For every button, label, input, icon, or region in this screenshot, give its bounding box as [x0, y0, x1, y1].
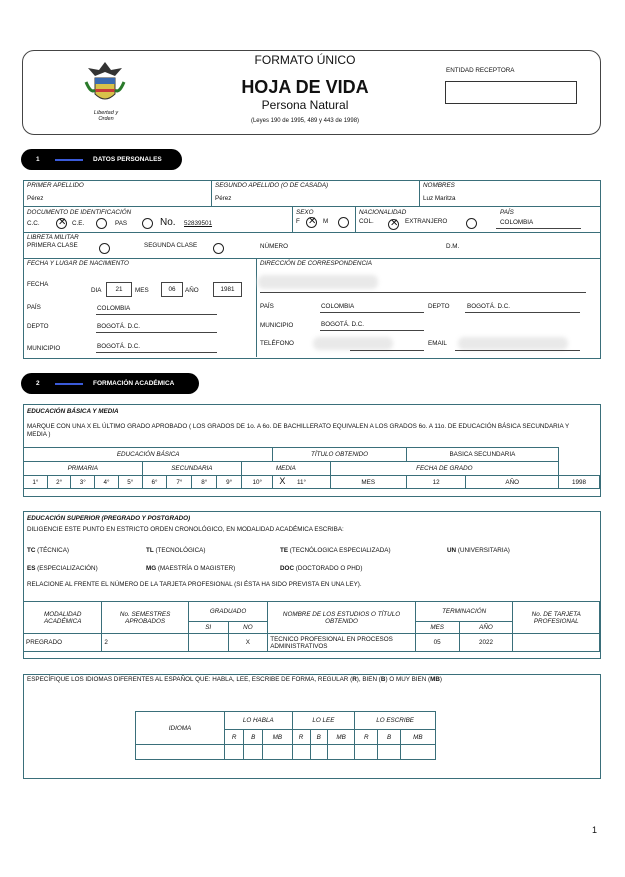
form-pre-title: FORMATO ÚNICO	[254, 53, 356, 67]
sexo-f-radio-checked[interactable]	[306, 217, 317, 228]
pais-nac-value[interactable]: COLOMBIA	[500, 219, 534, 226]
depto-n-value[interactable]: BOGOTÁ. D.C.	[97, 323, 141, 330]
fecha-mes-value[interactable]: 12	[406, 476, 466, 489]
idioma-cell[interactable]	[136, 745, 225, 760]
titulo-value[interactable]: BASICA SECUNDARIA	[406, 448, 558, 462]
telefono-label: TELÉFONO	[260, 340, 294, 347]
idioma-header: IDIOMA	[136, 712, 225, 745]
mes-header: MES	[415, 622, 459, 634]
primera-clase-label: PRIMERA CLASE	[27, 242, 78, 249]
depto-c-label: DEPTO	[428, 303, 450, 310]
level-cell[interactable]	[327, 745, 354, 760]
level-header: B	[244, 730, 263, 745]
graduado-header: GRADUADO	[188, 602, 267, 622]
grade-cell-marked[interactable]: 11° X	[273, 476, 330, 489]
ce-label: C.E.	[72, 220, 85, 227]
idiomas-instructions: ESPECÍFIQUE LOS IDIOMAS DIFERENTES AL ESPAÑOL QUE: HABLA, LEE, ESCRIBE DE FORMA, REGULAR (R), BIEN (B) O MUY BIEN (MB)	[27, 676, 443, 683]
segunda-clase-radio[interactable]	[213, 243, 224, 254]
titulo-header: TÍTULO OBTENIDO	[273, 448, 406, 462]
fecha-anio-value[interactable]: 1998	[559, 476, 600, 489]
grade-cell[interactable]: 3°	[71, 476, 95, 489]
segundo-apellido-value[interactable]: Pérez	[215, 195, 232, 202]
section-1-connector	[55, 159, 83, 161]
basica-instructions: MARQUE CON UNA X EL ÚLTIMO GRADO APROBADO ( LOS GRADOS DE 1o. A 6o. DE BACHILLERATO EQUIVALEN A LOS GRADOS 6o. A 11o. DE EDUCACIÓN BÁSICA SECUNDARIA Y MEDIA )	[27, 423, 570, 438]
no-header: NO	[228, 622, 268, 634]
entity-label: ENTIDAD RECEPTORA	[446, 67, 515, 74]
superior-instructions-2: RELACIONE AL FRENTE EL NÚMERO DE LA TARJETA PROFESIONAL (SI ÉSTA HA SIDO PREVISTA EN UNA LEY).	[27, 581, 362, 588]
level-header: MB	[327, 730, 354, 745]
anio-header: AÑO	[459, 622, 513, 634]
grade-cell[interactable]: 2°	[47, 476, 71, 489]
nombre-estudios-header: NOMBRE DE LOS ESTUDIOS O TÍTULO OBTENIDO	[268, 602, 416, 634]
habla-header: LO HABLA	[225, 712, 293, 730]
semestres-header: No. SEMESTRES APROBADOS	[102, 602, 189, 634]
row-semestres[interactable]: 2	[102, 634, 189, 652]
form-laws: (Leyes 190 de 1995, 489 y 443 de 1998)	[250, 118, 360, 124]
legend-un: UN (UNIVERSITARIA)	[447, 547, 510, 554]
section-2-number: 2	[36, 380, 40, 387]
sexo-f-label: F	[296, 218, 300, 225]
col-label: COL.	[359, 218, 374, 225]
superior-table	[23, 601, 600, 652]
fecha-grado-header: FECHA DE GRADO	[330, 462, 558, 476]
anio-value[interactable]: 1981	[213, 282, 242, 297]
mun-n-label: MUNICIPIO	[27, 345, 61, 352]
level-cell[interactable]	[355, 745, 378, 760]
row-anio[interactable]: 2022	[459, 634, 513, 652]
email-redacted	[458, 337, 568, 350]
ce-radio[interactable]	[96, 218, 107, 229]
pais-n-value[interactable]: COLOMBIA	[97, 305, 131, 312]
form-subtitle: Persona Natural	[261, 98, 349, 112]
mes-label: MES	[135, 287, 149, 294]
doc-no-label: No.	[160, 217, 176, 228]
grade-cell[interactable]: 4°	[95, 476, 119, 489]
grade-cell[interactable]: 10°	[242, 476, 273, 489]
primera-clase-radio[interactable]	[99, 243, 110, 254]
level-cell[interactable]	[378, 745, 400, 760]
grade-cell[interactable]: 6°	[142, 476, 167, 489]
pais-n-label: PAÍS	[27, 304, 41, 311]
extranjero-radio[interactable]	[466, 218, 477, 229]
basica-table	[23, 447, 600, 489]
pas-label: PAS	[115, 220, 128, 227]
email-label: EMAIL	[428, 340, 447, 347]
level-cell[interactable]	[292, 745, 310, 760]
primer-apellido-label: PRIMER APELLIDO	[27, 182, 84, 189]
section-1-number: 1	[36, 156, 40, 163]
direccion-redacted	[258, 275, 378, 289]
idiomas-table	[135, 711, 436, 760]
cc-radio-checked[interactable]	[56, 218, 67, 229]
segundo-apellido-label: SEGUNDO APELLIDO (O DE CASADA)	[215, 182, 329, 189]
section-1-title: DATOS PERSONALES	[93, 156, 162, 163]
primer-apellido-value[interactable]: Pérez	[27, 195, 44, 202]
fecha-label: FECHA	[27, 281, 49, 288]
coat-of-arms-logo	[82, 60, 128, 110]
col-radio-checked[interactable]	[388, 219, 399, 230]
media-header: MEDIA	[242, 462, 331, 476]
terminacion-header: TERMINACIÓN	[415, 602, 513, 622]
nacimiento-label: FECHA Y LUGAR DE NACIMIENTO	[27, 260, 129, 267]
legend-doc: DOC (DOCTORADO O PHD)	[280, 565, 363, 572]
level-header: B	[378, 730, 400, 745]
section-2-connector	[55, 383, 83, 385]
level-header: B	[310, 730, 327, 745]
tarjeta-header: No. DE TARJETA PROFESIONAL	[513, 602, 600, 634]
superior-title: EDUCACIÓN SUPERIOR (PREGRADO Y POSTGRADO)	[27, 515, 191, 522]
sexo-label: SEXO	[296, 209, 314, 216]
entity-field[interactable]	[445, 81, 577, 104]
primaria-header: PRIMARIA	[24, 462, 143, 476]
row-no[interactable]: X	[228, 634, 268, 652]
grade-cell[interactable]: 9°	[217, 476, 242, 489]
doc-id-label: DOCUMENTO DE IDENTIFICACIÓN	[27, 209, 132, 216]
pais-nac-label: PAÍS	[500, 209, 514, 216]
telefono-redacted	[313, 337, 393, 350]
level-cell[interactable]	[225, 745, 244, 760]
numero-label: NÚMERO	[260, 243, 288, 250]
basica-header: EDUCACIÓN BÁSICA	[24, 448, 273, 462]
dm-label: D.M.	[446, 243, 460, 250]
libreta-militar-label: LIBRETA MILITAR	[27, 234, 79, 241]
row-modalidad[interactable]: PREGRADO	[24, 634, 102, 652]
lee-header: LO LEE	[292, 712, 355, 730]
page-number: 1	[592, 825, 598, 835]
row-tarjeta[interactable]	[513, 634, 600, 652]
level-cell[interactable]	[400, 745, 435, 760]
legend-te: TE (TECNÓLOGICA ESPECIALIZADA)	[280, 547, 391, 554]
nombres-label: NOMBRES	[423, 182, 455, 189]
mes-value[interactable]: 06	[161, 282, 183, 297]
section-2-header	[21, 373, 199, 394]
sexo-m-label: M	[323, 218, 329, 225]
pais-c-label: PAÍS	[260, 303, 274, 310]
level-header: MB	[400, 730, 435, 745]
grade-cell[interactable]: 1°	[24, 476, 48, 489]
legend-tc: TC (TÉCNICA)	[27, 547, 69, 554]
secundaria-header: SECUNDARIA	[142, 462, 242, 476]
modalidad-header: MODALIDAD ACADÉMICA	[24, 602, 102, 634]
legend-tl: TL (TECNOLÓGICA)	[146, 547, 206, 554]
form-title: HOJA DE VIDA	[241, 77, 369, 97]
level-header: R	[292, 730, 310, 745]
fecha-anio-label: AÑO	[466, 476, 559, 489]
mun-n-value[interactable]: BOGOTÁ. D.C.	[97, 343, 141, 350]
level-header: R	[355, 730, 378, 745]
fecha-mes-label: MES	[330, 476, 406, 489]
section-2-title: FORMACIÓN ACADÉMICA	[93, 380, 175, 387]
row-si[interactable]	[188, 634, 228, 652]
mun-c-value[interactable]: BOGOTÁ. D.C.	[321, 321, 365, 328]
level-cell[interactable]	[244, 745, 263, 760]
logo-motto: Libertad y Orden	[93, 110, 119, 122]
row-nombre[interactable]: TECNICO PROFESIONAL EN PROCESOS ADMINISTRATIVOS	[268, 634, 416, 652]
grade-mark: X	[279, 476, 286, 486]
cc-label: C.C.	[27, 220, 40, 227]
anio-label: AÑO	[185, 287, 199, 294]
basica-title: EDUCACIÓN BÁSICA Y MEDIA	[27, 408, 119, 415]
dia-value[interactable]: 21	[106, 282, 132, 297]
section-1-header	[21, 149, 182, 170]
extranjero-label: EXTRANJERO	[405, 218, 448, 225]
mun-c-label: MUNICIPIO	[260, 322, 294, 329]
depto-c-value[interactable]: BOGOTÁ. D.C.	[467, 303, 511, 310]
si-header: SI	[188, 622, 228, 634]
legend-mg: MG (MAESTRÍA O MAGISTER)	[146, 565, 236, 572]
row-mes[interactable]: 05	[415, 634, 459, 652]
nombres-value[interactable]: Luz Maritza	[423, 195, 456, 202]
grade-cell[interactable]: 7°	[167, 476, 192, 489]
grade-cell[interactable]: 5°	[118, 476, 142, 489]
direccion-label: DIRECCIÓN DE CORRESPONDENCIA	[260, 260, 372, 267]
grade-cell[interactable]: 8°	[192, 476, 217, 489]
dia-label: DIA	[91, 287, 102, 294]
level-cell[interactable]	[310, 745, 327, 760]
segunda-clase-label: SEGUNDA CLASE	[144, 242, 198, 249]
escribe-header: LO ESCRIBE	[355, 712, 436, 730]
sexo-m-radio[interactable]	[338, 217, 349, 228]
level-header: MB	[263, 730, 292, 745]
depto-n-label: DEPTO	[27, 323, 49, 330]
nacionalidad-label: NACIONALIDAD	[359, 209, 407, 216]
level-header: R	[225, 730, 244, 745]
pais-c-value[interactable]: COLOMBIA	[321, 303, 355, 310]
legend-es: ES (ESPECIALIZACIÓN)	[27, 565, 98, 572]
pas-radio[interactable]	[142, 218, 153, 229]
level-cell[interactable]	[263, 745, 292, 760]
doc-number-value[interactable]: 52839501	[184, 220, 213, 227]
superior-instructions: DILIGENCIE ESTE PUNTO EN ESTRICTO ORDEN CRONOLÓGICO, EN MODALIDAD ACADÉMICA ESCRIBA:	[27, 526, 344, 533]
